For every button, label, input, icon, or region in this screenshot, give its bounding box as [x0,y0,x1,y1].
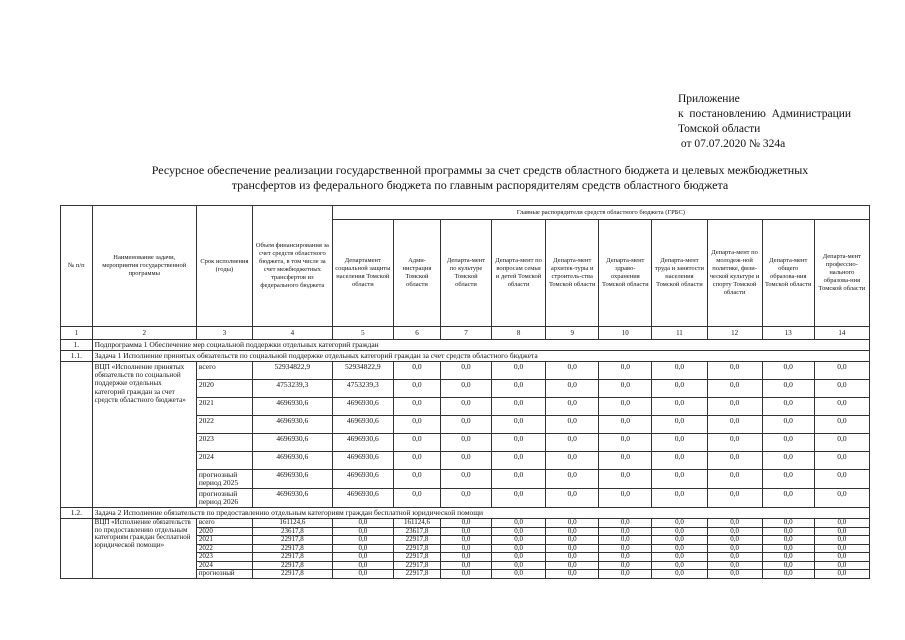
grbs-value-cell: 0,0 [814,519,869,528]
total-cell: 23617,8 [253,527,333,536]
appendix-line: к постановлению Администрации [678,108,852,120]
grbs-value-cell: 0,0 [546,380,599,398]
header-column-number: 9 [546,327,599,340]
total-cell: 22917,8 [253,561,333,570]
grbs-value-cell: 0,0 [814,527,869,536]
header-column-number: 12 [707,327,762,340]
grbs-value-cell: 0,0 [599,527,652,536]
grbs-value-cell: 0,0 [599,570,652,579]
grbs-value-cell: 0,0 [332,519,393,528]
grbs-value-cell: 0,0 [546,470,599,489]
grbs-value-cell: 0,0 [393,470,440,489]
period-cell: 2023 [196,553,252,562]
grbs-value-cell: 0,0 [707,398,762,416]
header-column-number: 4 [253,327,333,340]
grbs-value-cell: 0,0 [814,536,869,545]
header-grbs-9: Департа-мент общего образова-ния Томской области [762,220,814,327]
period-cell: всего [196,362,252,380]
total-cell: 4696930,6 [253,398,333,416]
grbs-value-cell: 0,0 [599,416,652,434]
grbs-value-cell: 0,0 [440,536,491,545]
grbs-value-cell: 0,0 [492,561,546,570]
row-number-empty [61,362,93,508]
grbs-value-cell: 0,0 [492,544,546,553]
grbs-value-cell: 0,0 [762,434,814,452]
grbs-value-cell: 0,0 [546,561,599,570]
grbs-value-cell: 0,0 [332,536,393,545]
grbs-value-cell: 22917,8 [393,544,440,553]
grbs-value-cell: 0,0 [652,452,707,470]
appendix-header [678,92,851,152]
grbs-value-cell: 0,0 [762,570,814,579]
table-body [61,340,870,579]
grbs-value-cell: 0,0 [492,527,546,536]
grbs-value-cell: 0,0 [546,570,599,579]
grbs-value-cell: 0,0 [599,519,652,528]
grbs-value-cell: 0,0 [652,536,707,545]
grbs-value-cell: 0,0 [546,452,599,470]
task-title: Задача 1 Исполнение принятых обязательств по социальной поддержке отдельных категорий граждан за счет средств областного бюджета [92,351,869,362]
grbs-value-cell: 0,0 [814,553,869,562]
grbs-value-cell: 0,0 [332,561,393,570]
header-grbs-4: Департа-мент по вопросам семьи и детей Томской области [492,220,546,327]
period-cell: прогнозный [196,570,252,579]
grbs-value-cell: 0,0 [762,398,814,416]
header-grbs-1: Департамент социальной защиты населения Томской области [332,220,393,327]
grbs-value-cell: 0,0 [707,561,762,570]
grbs-value-cell: 0,0 [762,519,814,528]
grbs-value-cell: 0,0 [707,570,762,579]
grbs-value-cell: 4696930,6 [332,434,393,452]
header-grbs-5: Департа-мент архитек-туры и строитель-ства Томской области [546,220,599,327]
total-cell: 4696930,6 [253,416,333,434]
grbs-value-cell: 0,0 [393,416,440,434]
grbs-value-cell: 0,0 [814,570,869,579]
grbs-value-cell: 4696930,6 [332,416,393,434]
header-grbs-2: Адми-нистрация Томской области [393,220,440,327]
period-cell: 2024 [196,452,252,470]
grbs-value-cell: 4696930,6 [332,452,393,470]
grbs-value-cell: 0,0 [707,519,762,528]
grbs-value-cell: 0,0 [652,553,707,562]
total-cell: 161124,6 [253,519,333,528]
grbs-value-cell: 0,0 [707,362,762,380]
row-number-empty [61,519,93,579]
grbs-value-cell: 0,0 [492,362,546,380]
grbs-value-cell: 0,0 [546,553,599,562]
grbs-value-cell: 23617,8 [393,527,440,536]
grbs-value-cell: 0,0 [440,561,491,570]
header-column-number: 3 [196,327,252,340]
grbs-value-cell: 0,0 [652,434,707,452]
grbs-value-cell: 0,0 [707,544,762,553]
title-line: Ресурсное обеспечение реализации государственной программы за счет средств областного бюджета и целевых межбюджетных [151,163,809,177]
header-column-number: 5 [332,327,393,340]
total-cell: 4696930,6 [253,452,333,470]
grbs-value-cell: 0,0 [599,398,652,416]
header-volume: Объем финансирования за счет средств областного бюджета, в том числе за счет межбюджетных трансфертов из федерального бюджета [253,206,333,327]
task-row [61,351,870,362]
grbs-value-cell: 0,0 [707,527,762,536]
header-column-number: 13 [762,327,814,340]
grbs-value-cell: 0,0 [546,536,599,545]
grbs-value-cell: 0,0 [762,380,814,398]
total-cell: 4696930,6 [253,470,333,489]
grbs-value-cell: 0,0 [599,561,652,570]
table-row [61,362,870,380]
period-cell: всего [196,519,252,528]
header-column-number: 1 [61,327,93,340]
grbs-value-cell: 0,0 [762,452,814,470]
grbs-value-cell: 0,0 [599,452,652,470]
grbs-value-cell: 0,0 [762,362,814,380]
grbs-value-cell: 0,0 [440,570,491,579]
period-cell: 2020 [196,380,252,398]
grbs-value-cell: 0,0 [707,434,762,452]
header-grbs-6: Департа-мент здраво-охранения Томской области [599,220,652,327]
grbs-value-cell: 0,0 [762,527,814,536]
grbs-value-cell: 0,0 [814,398,869,416]
total-cell: 22917,8 [253,553,333,562]
grbs-value-cell: 0,0 [599,434,652,452]
header-grbs-3: Департа-мент по культуре Томской области [440,220,491,327]
header-grbs-8: Департа-мент по молодеж-ной политике, физи-ческой культуре и спорту Томской области [707,220,762,327]
appendix-line: от 07.07.2020 № 324а [678,138,786,150]
grbs-value-cell: 0,0 [546,416,599,434]
total-cell: 22917,8 [253,544,333,553]
row-number: 1. [61,340,93,351]
grbs-value-cell: 161124,6 [393,519,440,528]
grbs-value-cell: 0,0 [546,398,599,416]
grbs-value-cell: 0,0 [762,489,814,508]
grbs-value-cell: 0,0 [492,470,546,489]
grbs-value-cell: 0,0 [546,489,599,508]
period-cell: 2021 [196,536,252,545]
period-cell: 2022 [196,544,252,553]
grbs-value-cell: 0,0 [814,561,869,570]
grbs-value-cell: 0,0 [393,489,440,508]
total-cell: 4696930,6 [253,434,333,452]
total-cell: 52934822,9 [253,362,333,380]
header-column-number: 8 [492,327,546,340]
header-grbs-7: Департа-мент труда и занятости населения Томской области [652,220,707,327]
grbs-value-cell: 0,0 [652,527,707,536]
grbs-value-cell: 22917,8 [393,536,440,545]
grbs-value-cell: 0,0 [546,362,599,380]
grbs-value-cell: 0,0 [652,380,707,398]
grbs-value-cell: 0,0 [652,470,707,489]
grbs-value-cell: 0,0 [652,544,707,553]
header-grbs-group: Главные распорядители средств областного бюджета (ГРБС) [332,206,869,220]
task-row [61,508,870,519]
grbs-value-cell: 0,0 [599,489,652,508]
total-cell: 4696930,6 [253,489,333,508]
header-number-row [61,327,870,340]
header-row [61,206,870,220]
grbs-value-cell: 0,0 [599,544,652,553]
grbs-value-cell: 0,0 [652,416,707,434]
period-cell: 2023 [196,434,252,452]
period-cell: 2022 [196,416,252,434]
grbs-value-cell: 0,0 [492,553,546,562]
grbs-value-cell: 0,0 [652,362,707,380]
period-cell: прогнозный период 2026 [196,489,252,508]
grbs-value-cell: 0,0 [814,470,869,489]
row-number: 1.1. [61,351,93,362]
grbs-value-cell: 0,0 [707,470,762,489]
grbs-value-cell: 0,0 [652,570,707,579]
grbs-value-cell: 0,0 [707,416,762,434]
grbs-value-cell: 0,0 [492,536,546,545]
grbs-value-cell: 0,0 [440,544,491,553]
header-name: Наименование задачи, мероприятия государственной программы [92,206,196,327]
grbs-value-cell: 0,0 [492,519,546,528]
grbs-value-cell: 0,0 [492,570,546,579]
grbs-value-cell: 0,0 [492,398,546,416]
grbs-value-cell: 0,0 [814,416,869,434]
grbs-value-cell: 4696930,6 [332,398,393,416]
grbs-value-cell: 0,0 [652,398,707,416]
grbs-value-cell: 52934822,9 [332,362,393,380]
header-column-number: 7 [440,327,491,340]
period-cell: 2021 [196,398,252,416]
grbs-value-cell: 0,0 [393,380,440,398]
grbs-value-cell: 0,0 [814,434,869,452]
grbs-value-cell: 0,0 [492,380,546,398]
grbs-value-cell: 0,0 [762,470,814,489]
grbs-value-cell: 0,0 [332,570,393,579]
row-number: 1.2. [61,508,93,519]
appendix-line: Томской области [678,123,761,135]
grbs-value-cell: 0,0 [332,527,393,536]
grbs-value-cell: 0,0 [707,553,762,562]
grbs-value-cell: 0,0 [762,553,814,562]
grbs-value-cell: 0,0 [707,452,762,470]
grbs-value-cell: 0,0 [440,452,491,470]
document-title [100,163,860,193]
period-cell: прогнозный период 2025 [196,470,252,489]
grbs-value-cell: 0,0 [814,452,869,470]
grbs-value-cell: 4696930,6 [332,470,393,489]
appendix-line: Приложение [678,93,740,105]
header-column-number: 2 [92,327,196,340]
grbs-value-cell: 0,0 [440,527,491,536]
grbs-value-cell: 0,0 [652,489,707,508]
grbs-value-cell: 0,0 [814,380,869,398]
header-grbs-10: Департа-мент профессио-нального образова-ния Томской области [814,220,869,327]
grbs-value-cell: 0,0 [546,544,599,553]
grbs-value-cell: 0,0 [440,553,491,562]
grbs-value-cell: 0,0 [492,489,546,508]
grbs-value-cell: 0,0 [762,561,814,570]
grbs-value-cell: 0,0 [762,416,814,434]
grbs-value-cell: 0,0 [440,470,491,489]
header-column-number: 11 [652,327,707,340]
subprogram-row [61,340,870,351]
header-no: № п/п [61,206,93,327]
grbs-value-cell: 0,0 [599,380,652,398]
grbs-value-cell: 0,0 [546,527,599,536]
grbs-value-cell: 0,0 [652,519,707,528]
total-cell: 4753239,3 [253,380,333,398]
grbs-value-cell: 0,0 [814,362,869,380]
header-term: Срок исполнения (годы) [196,206,252,327]
grbs-value-cell: 0,0 [393,434,440,452]
grbs-value-cell: 0,0 [440,434,491,452]
grbs-value-cell: 0,0 [762,536,814,545]
grbs-value-cell: 0,0 [393,362,440,380]
header-column-number: 14 [814,327,869,340]
grbs-value-cell: 4753239,3 [332,380,393,398]
grbs-value-cell: 0,0 [652,561,707,570]
grbs-value-cell: 0,0 [814,489,869,508]
grbs-value-cell: 0,0 [599,362,652,380]
grbs-value-cell: 0,0 [393,452,440,470]
grbs-value-cell: 0,0 [332,553,393,562]
grbs-value-cell: 0,0 [440,398,491,416]
total-cell: 22917,8 [253,570,333,579]
grbs-value-cell: 0,0 [440,519,491,528]
grbs-value-cell: 22917,8 [393,553,440,562]
grbs-value-cell: 22917,8 [393,570,440,579]
program-name: ВЦП «Исполнение принятых обязательств по социальной поддержке отдельных категорий граждан за счет средств областного бюджета» [92,362,196,508]
task-title: Задача 2 Исполнение обязательств по предоставлению отдельным категориям граждан бесплатной юридической помощи [92,508,869,519]
grbs-value-cell: 0,0 [814,544,869,553]
program-name: ВЦП «Исполнение обязательств по предоставлению отдельным категориям граждан бесплатной юридической помощи» [92,519,196,579]
grbs-value-cell: 0,0 [707,536,762,545]
grbs-value-cell: 0,0 [440,380,491,398]
grbs-value-cell: 0,0 [393,398,440,416]
table-row [61,519,870,528]
grbs-value-cell: 0,0 [440,489,491,508]
header-column-number: 10 [599,327,652,340]
grbs-value-cell: 4696930,6 [332,489,393,508]
total-cell: 22917,8 [253,536,333,545]
title-line: трансфертов из федерального бюджета по главным распорядителям средств областного бюджета [231,178,729,192]
grbs-value-cell: 0,0 [599,553,652,562]
period-cell: 2024 [196,561,252,570]
grbs-value-cell: 0,0 [546,519,599,528]
grbs-value-cell: 0,0 [440,416,491,434]
subprogram-title: Подпрограмма 1 Обеспечение мер социальной поддержки отдельных категорий граждан [92,340,869,351]
grbs-value-cell: 0,0 [492,416,546,434]
grbs-value-cell: 0,0 [599,536,652,545]
resource-table [60,205,870,579]
grbs-value-cell: 0,0 [707,489,762,508]
grbs-value-cell: 22917,8 [393,561,440,570]
period-cell: 2020 [196,527,252,536]
grbs-value-cell: 0,0 [762,544,814,553]
header-column-number: 6 [393,327,440,340]
grbs-value-cell: 0,0 [492,452,546,470]
grbs-value-cell: 0,0 [332,544,393,553]
grbs-value-cell: 0,0 [546,434,599,452]
grbs-value-cell: 0,0 [492,434,546,452]
grbs-value-cell: 0,0 [440,362,491,380]
grbs-value-cell: 0,0 [599,470,652,489]
grbs-value-cell: 0,0 [707,380,762,398]
